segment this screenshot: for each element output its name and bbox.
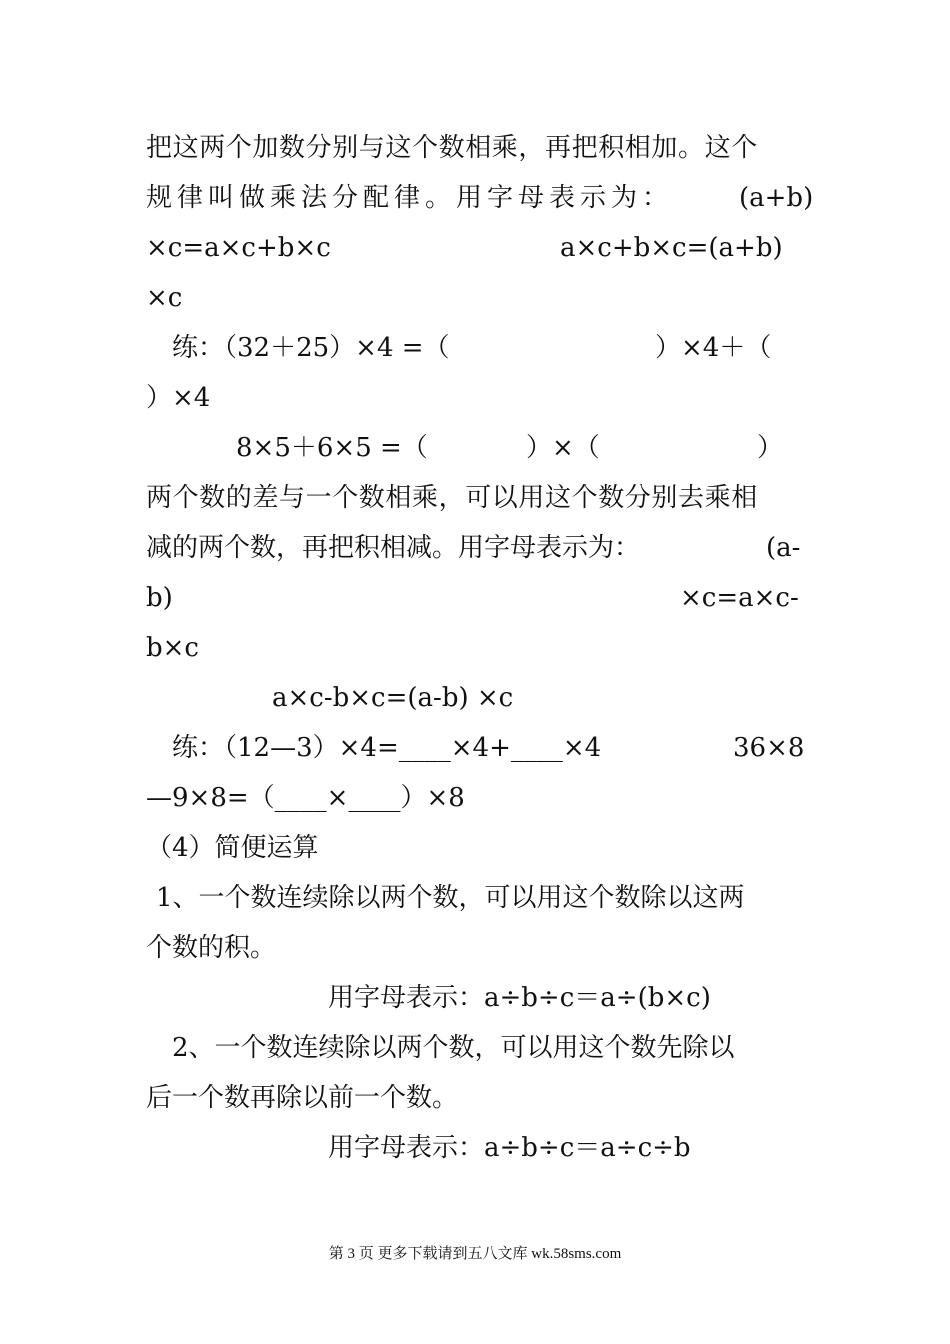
exercise-line: 练：（32＋25）×4 =（ [172,333,450,363]
text-line: 1、一个数连续除以两个数，可以用这个数除以这两 [156,883,745,913]
formula-text: 用字母表示：a÷b÷c＝a÷(b×c) [328,983,711,1013]
formula-text: b) [146,583,173,613]
exercise-line: 练：（12—3）×4=____×4+____×4 [172,733,602,763]
formula-text: (a- [766,533,801,563]
exercise-line: 8×5＋6×5 =（ [236,433,428,463]
formula-text: ×c=a×c- [680,583,799,613]
text-line: 后一个数再除以前一个数。 [146,1083,459,1113]
text-line: 两个数的差与一个数相乘，可以用这个数分别去乘相 [146,483,758,513]
text-line: 减的两个数，再把积相减。用字母表示为： [146,533,641,563]
text-line: 2、一个数连续除以两个数，可以用这个数先除以 [172,1033,735,1063]
exercise-line: ）×（ [526,433,600,463]
formula-text: a×c+b×c=(a+b) [560,233,783,263]
exercise-line: 36×8 [733,733,805,763]
formula-text: ×c [146,283,183,313]
exercise-line: ）×4 [146,383,211,413]
formula-text: a×c-b×c=(a-b) ×c [272,683,514,713]
formula-text: 用字母表示：a÷b÷c＝a÷c÷b [328,1133,691,1163]
formula-text: ×c=a×c+b×c [146,233,331,263]
exercise-line: ）×4＋（ [655,333,772,363]
exercise-line: ） [757,433,784,463]
section-heading: （4）简便运算 [146,833,319,863]
exercise-line: —9×8=（____×____）×8 [146,783,465,813]
page-footer: 第 3 页 更多下载请到五八文库 wk.58sms.com [328,1246,622,1262]
formula-text: (a+b) [739,183,814,213]
text-line: 把这两个加数分别与这个数相乘，再把积相加。这个 [146,133,758,163]
text-line: 规律叫做乘法分配律。用字母表示为： [146,183,674,213]
formula-text: b×c [146,633,199,663]
text-line: 个数的积。 [146,933,277,963]
